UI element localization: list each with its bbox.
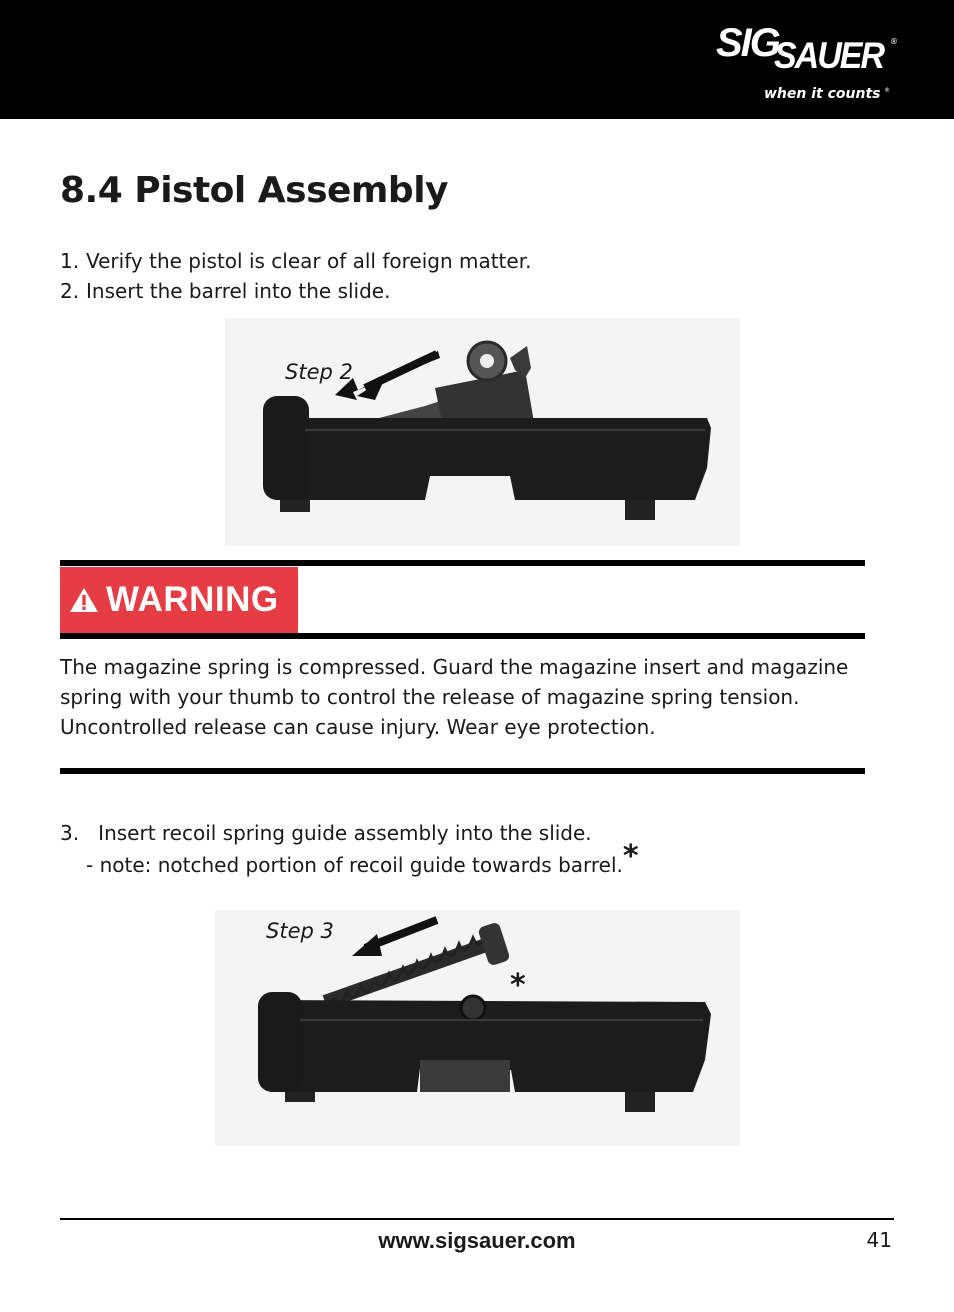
warning-bottom-rule (60, 633, 865, 639)
figure-asterisk: * (510, 968, 526, 1003)
list-item (60, 818, 639, 848)
logo-registered-mark: ® (890, 37, 898, 46)
warning-label: WARNING (106, 580, 279, 619)
footer-rule (60, 1218, 894, 1220)
step3-label: Step 3 (266, 919, 334, 943)
step-text: Insert the barrel into the slide. (86, 279, 391, 303)
step-number: 3. (60, 821, 80, 845)
step-list (60, 246, 531, 306)
page-title: 8.4 Pistol Assembly (60, 170, 448, 211)
logo-tagline-mark: ® (884, 87, 890, 94)
step-number: 1. (60, 249, 80, 273)
step2-figure (225, 318, 740, 546)
step3-figure (215, 910, 740, 1146)
page-number: 41 (866, 1228, 892, 1252)
step3-note (60, 839, 639, 880)
page-header (0, 0, 954, 119)
step-text: Insert recoil spring guide assembly into the slide. (98, 821, 592, 845)
warning-triangle-icon (68, 586, 100, 614)
warning-badge (60, 567, 298, 633)
step3-block (60, 818, 639, 880)
warning-body: The magazine spring is compressed. Guard the magazine insert and magazine spring with your thumb to control the release of magazine spring tension. Uncontrolled release can cause injury. Wear eye protection. (60, 655, 849, 739)
step-text: Verify the pistol is clear of all foreign matter. (86, 249, 532, 273)
step2-label: Step 2 (285, 360, 353, 384)
step-number: 2. (60, 279, 80, 303)
warning-end-rule (60, 768, 865, 774)
logo-tagline: when it counts (764, 86, 881, 102)
note-asterisk: * (622, 839, 639, 874)
sig-sauer-logo (712, 22, 902, 104)
footer-url-link[interactable]: www.sigsauer.com (378, 1228, 576, 1253)
logo-sig-text: SIG (716, 22, 779, 65)
list-item (60, 246, 531, 276)
logo-sauer-text: SAUER (774, 34, 883, 77)
warning-top-rule (60, 560, 865, 566)
step3-note-text: - note: notched portion of recoil guide towards barrel. (86, 853, 623, 877)
list-item (60, 276, 531, 306)
